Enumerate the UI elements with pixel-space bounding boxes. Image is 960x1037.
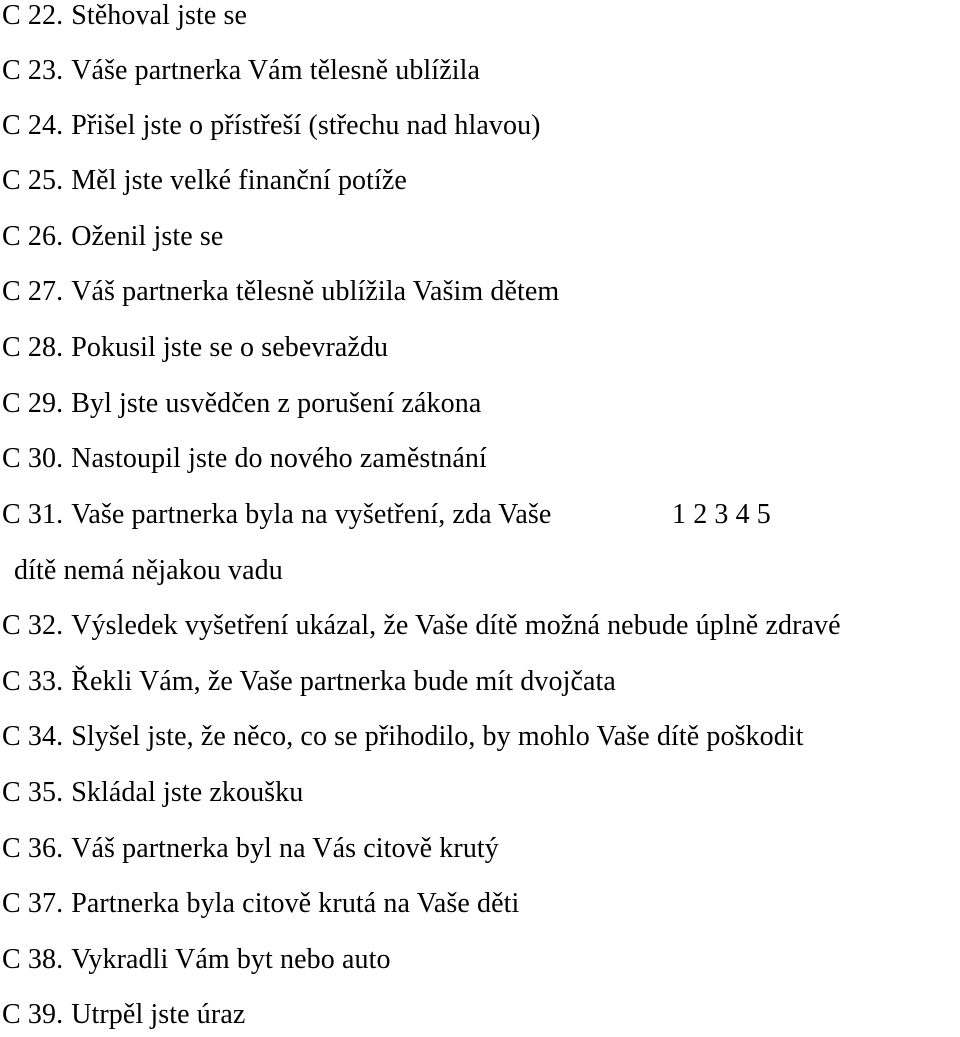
item-code: C 24. xyxy=(2,110,64,141)
item-text: Měl jste velké finanční potíže xyxy=(71,165,407,196)
item-c26 xyxy=(2,221,223,253)
item-text: Váše partnerka Vám tělesně ublížila xyxy=(71,55,481,86)
item-c37 xyxy=(2,888,519,920)
item-c39 xyxy=(2,999,245,1031)
item-text: Pokusil jste se o sebevraždu xyxy=(71,332,389,363)
item-text: Řekli Vám, že Vaše partnerka bude mít dvojčata xyxy=(71,666,616,697)
item-text: Byl jste usvědčen z porušení zákona xyxy=(71,388,482,419)
item-text: Váš partnerka tělesně ublížila Vašim dětem xyxy=(71,276,560,307)
item-c29 xyxy=(2,388,481,420)
item-code: C 35. xyxy=(2,777,64,808)
item-code: C 29. xyxy=(2,388,64,419)
item-code: C 27. xyxy=(2,276,64,307)
item-text: Nastoupil jste do nového zaměstnání xyxy=(71,443,487,474)
item-code: C 34. xyxy=(2,721,64,752)
item-text-continuation: dítě nemá nějakou vadu xyxy=(14,555,283,586)
rating-scale: 1 2 3 4 5 xyxy=(672,499,771,530)
item-text: Partnerka byla citově krutá na Vaše děti xyxy=(71,888,520,919)
item-code: C 28. xyxy=(2,332,64,363)
item-code: C 37. xyxy=(2,888,64,919)
item-code: C 31. xyxy=(2,499,64,530)
item-text: Váš partnerka byl na Vás citově krutý xyxy=(71,833,499,864)
item-c34 xyxy=(2,721,804,753)
item-code: C 25. xyxy=(2,165,64,196)
item-code: C 33. xyxy=(2,666,64,697)
item-c35 xyxy=(2,777,303,809)
item-code: C 23. xyxy=(2,55,64,86)
item-text: Vykradli Vám byt nebo auto xyxy=(71,944,391,975)
item-text: Utrpěl jste úraz xyxy=(71,999,246,1030)
item-c31 xyxy=(2,499,960,531)
item-text: Skládal jste zkoušku xyxy=(71,777,304,808)
item-c33 xyxy=(2,666,616,698)
item-code: C 30. xyxy=(2,443,64,474)
item-code: C 38. xyxy=(2,944,64,975)
item-text: Slyšel jste, že něco, co se přihodilo, by mohlo Vaše dítě poškodit xyxy=(71,721,804,752)
item-c23 xyxy=(2,55,480,87)
item-c24 xyxy=(2,110,541,142)
item-text: Oženil jste se xyxy=(71,221,224,252)
item-c22 xyxy=(2,0,247,32)
item-c36 xyxy=(2,833,499,865)
item-code: C 32. xyxy=(2,610,64,641)
item-code: C 22. xyxy=(2,0,64,31)
item-c27 xyxy=(2,276,559,308)
item-c32 xyxy=(2,610,841,642)
item-text: Přišel jste o přístřeší (střechu nad hlavou) xyxy=(71,110,541,141)
item-code: C 36. xyxy=(2,833,64,864)
item-text: Stěhoval jste se xyxy=(71,0,247,31)
item-text: Výsledek vyšetření ukázal, že Vaše dítě možná nebude úplně zdravé xyxy=(71,610,841,641)
item-text: Vaše partnerka byla na vyšetření, zda Vaše xyxy=(71,499,552,530)
item-c25 xyxy=(2,165,407,197)
item-c38 xyxy=(2,944,391,976)
item-code: C 39. xyxy=(2,999,64,1030)
item-code: C 26. xyxy=(2,221,64,252)
item-c31-continuation xyxy=(14,555,283,587)
item-c28 xyxy=(2,332,388,364)
item-c30 xyxy=(2,443,487,475)
